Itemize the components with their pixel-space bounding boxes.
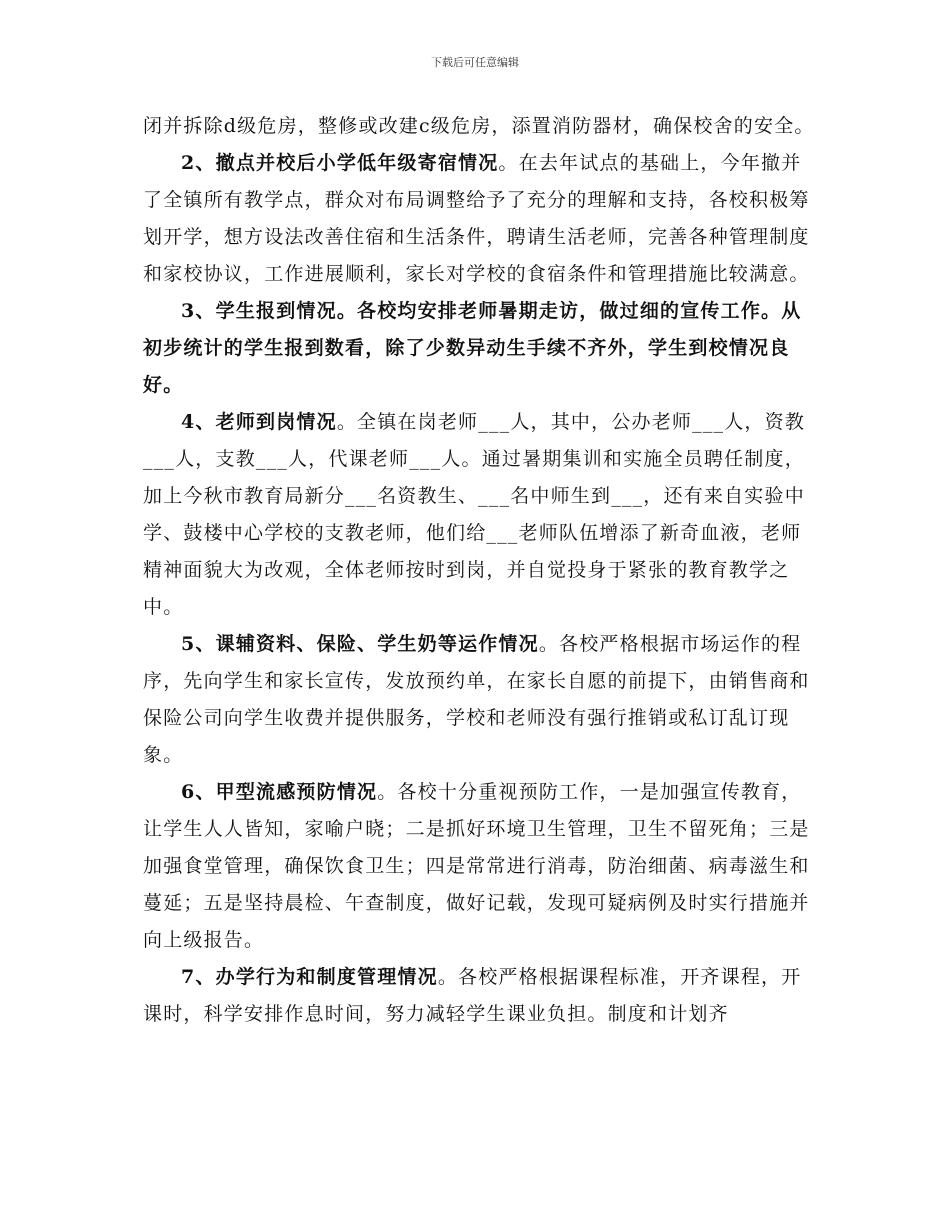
paragraph-3	[143, 293, 819, 404]
paragraph-2	[143, 145, 819, 293]
paragraph-1	[143, 108, 819, 145]
paragraph-text: 。各校严格根据市场运作的程序，先向学生和家长宣传，发放预约单，在家长自愿的前提下，由销售商和保险公司向学生收费并提供服务，学校和老师没有强行推销或私订乱订现象。	[143, 633, 810, 766]
paragraph-text: 闭并拆除d级危房，整修或改建c级危房，添置消防器材，确保校舍的安全。	[143, 115, 815, 137]
paragraph-text: 。全镇在岗老师___人，其中，公办老师___人，资教___人，支教___人，代课老师___人。通过暑期集训和实施全员聘任制度，加上今秋市教育局新分___名资教生、___名中师生到___，还有来自实验中学、鼓楼中心学校的支教老师，他们给___老师队伍增添了新奇血液，老师精神面貌大为改观，全体老师按时到岗，并自觉投身于紧张的教育教学之中。	[143, 411, 806, 618]
paragraph-heading: 6、甲型流感预防情况	[181, 781, 378, 803]
document-body	[143, 108, 819, 1033]
paragraph-6	[143, 774, 819, 959]
paragraph-heading: 2、撤点并校后小学低年级寄宿情况	[181, 152, 499, 174]
paragraph-heading: 4、老师到岗情况	[181, 411, 337, 433]
paragraph-7	[143, 959, 819, 1033]
paragraph-heading: 5、课辅资料、保险、学生奶等运作情况	[181, 633, 539, 655]
paragraph-5	[143, 626, 819, 774]
paragraph-text: 。各校十分重视预防工作，一是加强宣传教育，让学生人人皆知，家喻户晓；二是抓好环境卫生管理，卫生不留死角；三是加强食堂管理，确保饮食卫生；四是常常进行消毒，防治细菌、病毒滋生和蔓延；五是坚持晨检、午查制度，做好记载，发现可疑病例及时实行措施并向上级报告。	[143, 781, 810, 951]
paragraph-text: 。在去年试点的基础上，今年撤并了全镇所有教学点，群众对布局调整给予了充分的理解和支持，各校积极筹划开学，想方设法改善住宿和生活条件，聘请生活老师，完善各种管理制度和家校协议，工作进展顺利，家长对学校的食宿条件和管理措施比较满意。	[143, 152, 810, 285]
paragraph-heading: 3、学生报到情况。各校均安排老师暑期走访，做过细的宣传工作。从初步统计的学生报到数看，除了少数异动生手续不齐外，学生到校情况良好。	[143, 300, 802, 396]
paragraph-heading: 7、办学行为和制度管理情况	[181, 966, 438, 988]
paragraph-text: 。各校严格根据课程标准，开齐课程，开课时，科学安排作息时间，努力减轻学生课业负担。制度和计划齐	[143, 966, 802, 1025]
paragraph-4	[143, 404, 819, 626]
page-header: 下载后可任意编辑	[431, 56, 519, 69]
